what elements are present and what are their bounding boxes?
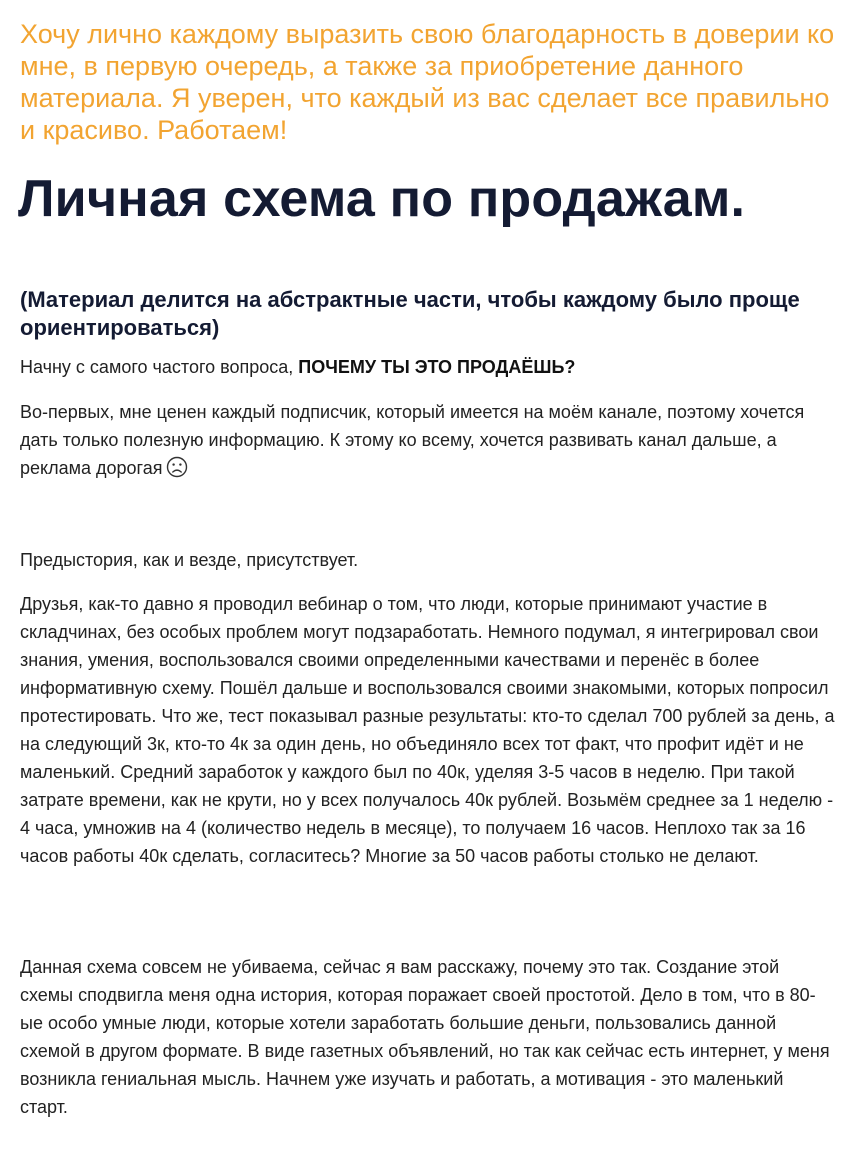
paragraph-reason-text: Во-первых, мне ценен каждый подписчик, который имеется на моём канале, поэтому хочется дать только полезную информацию. К этому ко всему, хочется развивать канал дальше, а реклама дорогая xyxy=(20,402,805,478)
section-subtitle: (Материал делится на абстрактные части, чтобы каждому было проще ориентироваться) xyxy=(20,287,800,340)
paragraph-scheme: Данная схема совсем не убиваема, сейчас я вам расскажу, почему это так. Создание этой схемы сподвигла меня одна история, которая поражает своей простотой. Дело в том, что в 80-ые особо умные люди, которые хотели заработать большие деньги, пользовались данной схемой в другом формате. В виде газетных объявлений, но так как сейчас есть интернет, у меня возникла гениальная мысль. Начнем уже изучать и работать, а мотивация - это маленький старт. xyxy=(20,957,830,1117)
page-title: Личная схема по продажам. xyxy=(18,170,746,228)
intro-thanks-text: Хочу лично каждому выразить свою благодарность в доверии ко мне, в первую очередь, а также за приобретение данного материала. Я уверен, что каждый из вас сделает все правильно и красиво. Работаем! xyxy=(20,19,835,145)
question-bold: ПОЧЕМУ ТЫ ЭТО ПРОДАЁШЬ? xyxy=(298,357,576,377)
question-lead: Начну с самого частого вопроса, xyxy=(20,357,299,377)
question-line xyxy=(20,354,830,380)
paragraph-webinar: Друзья, как-то давно я проводил вебинар о том, что люди, которые принимают участие в складчинах, без особых проблем могут подзаработать. Немного подумал, я интегрировал свои знания, умения, воспользовался своими определенными качествами и перенёс в более информативную схему. Пошёл дальше и воспользовался своими знакомыми, которых попросил протестировать. Что же, тест показывал разные результаты: кто-то сделал 700 рублей за день, а на следующий 3к, кто-то 4к за один день, но объединяло всех тот факт, что профит идёт и не маленький. Средний заработок у каждого был по 40к, уделяя 3-5 часов в неделю. При такой затрате времени, как не крути, но у всех получалось 40к рублей. Возьмём среднее за 1 неделю - 4 часа, умножив на 4 (количество недель в месяце), то получаем 16 часов. Неплохо так за 16 часов работы 40к сделать, согласитесь? Многие за 50 часов работы столько не делают. xyxy=(20,594,835,866)
paragraph-backstory: Предыстория, как и везде, присутствует. xyxy=(20,550,359,570)
sad-face-icon xyxy=(166,456,188,486)
paragraph-reason xyxy=(20,398,835,486)
